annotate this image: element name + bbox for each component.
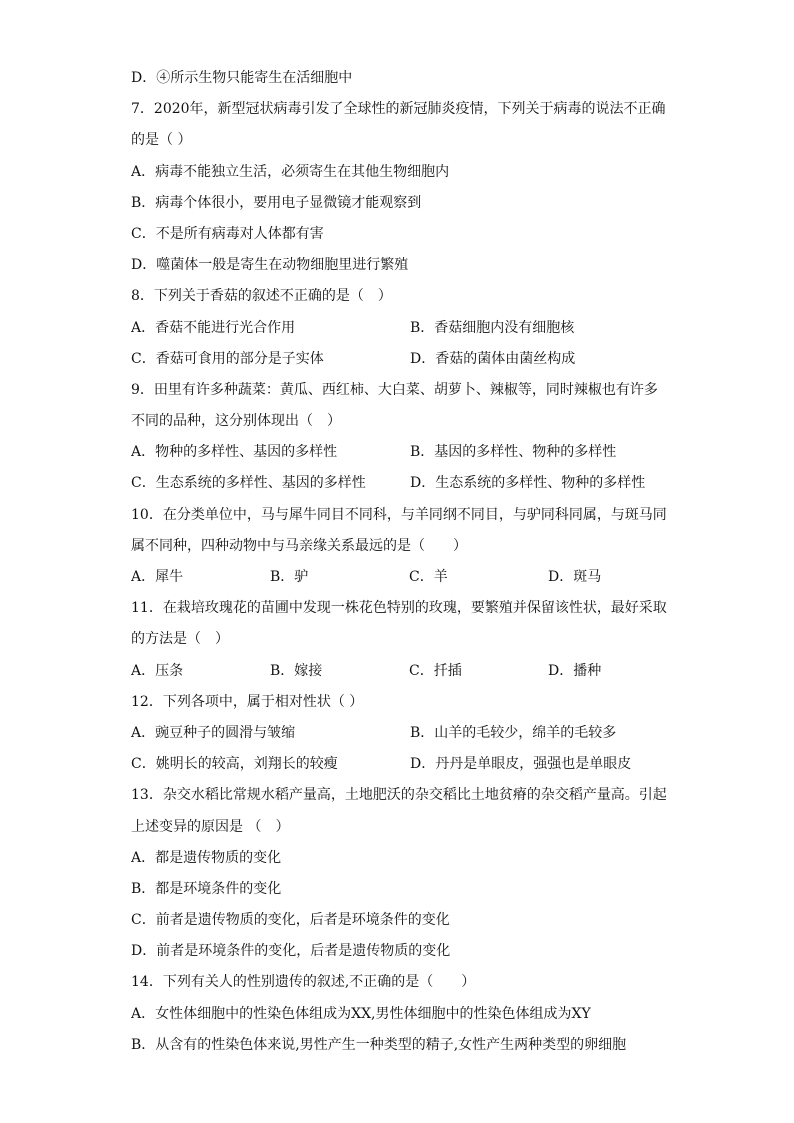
options-row [131,562,691,593]
text-line: 不同的品种，这分别体现出（ ） [131,413,341,430]
text-line: 7．2020年，新型冠状病毒引发了全球性的新冠肺炎疫情，下列关于病毒的说法不正确 [131,101,666,118]
text-line: A．女性体细胞中的性染色体组成为XX,男性体细胞中的性染色体组成为XY [131,1005,591,1022]
options-row [131,313,691,344]
answer-option: D．斑马 [548,569,602,585]
options-row [131,749,691,780]
answer-option: C．姚明长的较高，刘翔长的较瘦 [131,756,338,773]
answer-option: B．嫁接 [270,662,323,679]
answer-option: A．物种的多样性、基因的多样性 [131,444,338,461]
options-row [131,656,691,687]
options-row [131,718,691,749]
text-line: 上述变异的原因是 （ ） [131,818,290,835]
text-line: 14．下列有关人的性别遗传的叙述,不正确的是（ ） [131,974,476,991]
text-line: B．病毒个体很小，要用电子显微镜才能观察到 [131,194,422,211]
text-line: 11．在栽培玫瑰花的苗圃中发现一株花色特别的玫瑰，要繁殖并保留该性状，最好采取 [131,600,667,617]
text-line: 属不同种，四种动物中与马亲缘关系最远的是（ ） [131,537,467,554]
text-line: D．前者是环境条件的变化，后者是遗传物质的变化 [131,943,451,960]
answer-option: A．豌豆种子的圆滑与皱缩 [131,724,296,741]
answer-option: C．扦插 [409,662,462,679]
text-line: 9．田里有许多种蔬菜：黄瓜、西红柿、大白菜、胡萝卜、辣椒等，同时辣椒也有许多 [131,381,658,398]
answer-option: D．香菇的菌体由菌丝构成 [410,350,576,367]
text-line: D．④所示生物只能寄生在活细胞中 [131,70,353,86]
text-line: 12．下列各项中，属于相对性状（ ） [131,693,364,710]
answer-option: D．生态系统的多样性、物种的多样性 [410,475,646,492]
text-line: 8．下列关于香菇的叙述不正确的是（ ） [131,288,392,305]
text-line: C．不是所有病毒对人体都有害 [131,225,324,242]
text-line: 的方法是（ ） [131,631,229,648]
answer-option: B．驴 [270,569,309,585]
options-row [131,437,691,468]
text-line: A．都是遗传物质的变化 [131,849,282,866]
answer-option: A．压条 [131,662,184,679]
text-line: D．噬菌体一般是寄生在动物细胞里进行繁殖 [131,257,409,274]
text-line: B．都是环境条件的变化 [131,880,282,897]
answer-option: B．山羊的毛较少，绵羊的毛较多 [410,724,617,741]
answer-option: D．播种 [548,662,602,679]
answer-option: A．香菇不能进行光合作用 [131,319,296,336]
answer-option: C．羊 [409,569,448,585]
text-line: 13．杂交水稻比常规水稻产量高，土地肥沃的杂交稻比土地贫瘠的杂交稻产量高。引起 [131,787,667,804]
answer-option: B．基因的多样性、物种的多样性 [410,444,617,461]
question-content [131,63,691,1061]
answer-option: A．犀牛 [131,569,184,585]
text-line: 10．在分类单位中，马与犀牛同目不同科，与羊同纲不同目，与驴同科同属，与斑马同 [131,506,667,523]
answer-option: B．香菇细胞内没有细胞核 [410,319,575,336]
text-line: C．前者是遗传物质的变化，后者是环境条件的变化 [131,912,450,929]
answer-option: D．丹丹是单眼皮，强强也是单眼皮 [410,756,632,773]
options-row [131,468,691,499]
text-line: 的是（ ） [131,132,192,149]
answer-option: C．香菇可食用的部分是子实体 [131,350,324,367]
options-row [131,344,691,375]
text-line: B．从含有的性染色体来说,男性产生一种类型的精子,女性产生两种类型的卵细胞 [131,1036,627,1053]
text-line: A．病毒不能独立生活，必须寄生在其他生物细胞内 [131,163,450,180]
answer-option: C．生态系统的多样性、基因的多样性 [131,475,366,492]
